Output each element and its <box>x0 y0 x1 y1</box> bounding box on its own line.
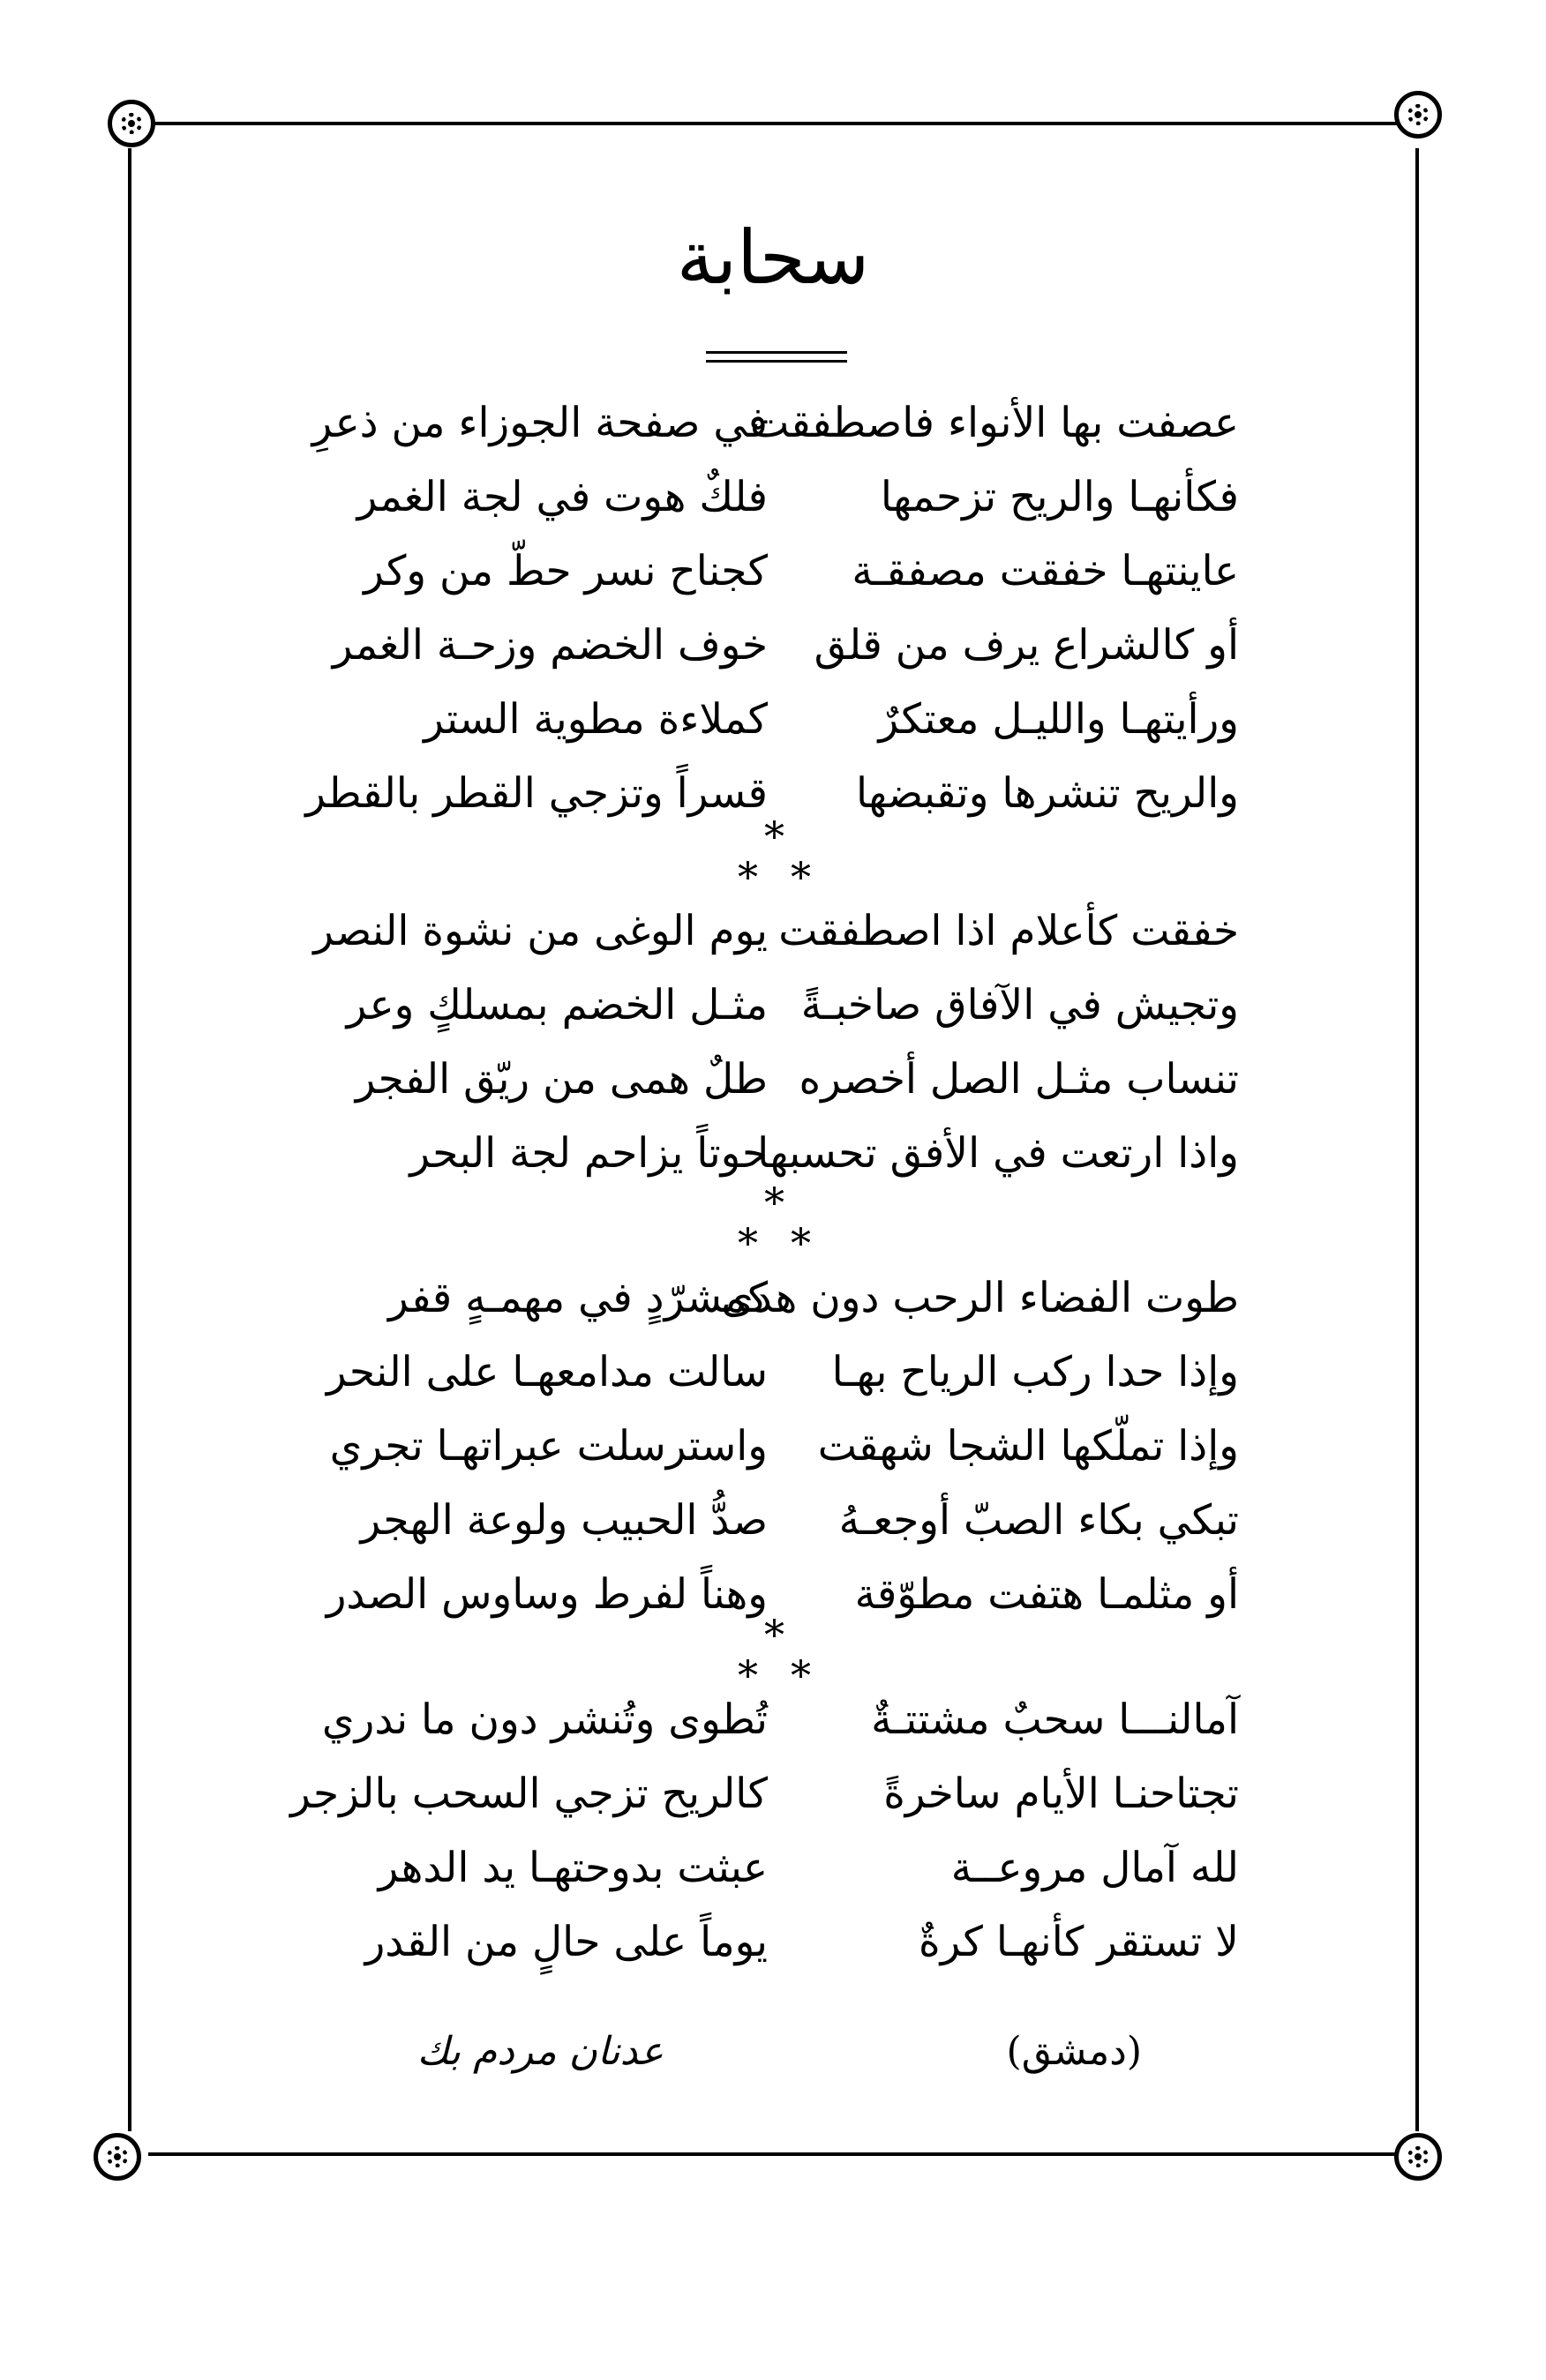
separator-asterisk: * <box>764 1611 784 1658</box>
stanza-separator <box>0 1611 1546 1699</box>
verse-first-hemistich: تجتاحنـا الأيام ساخرةً <box>883 1770 1239 1818</box>
verse-first-hemistich: والريح تنشرها وتقبضها <box>855 769 1239 818</box>
verse <box>0 1263 1546 1334</box>
verse-second-hemistich: كملاءة مطوية الستر <box>424 695 768 744</box>
verse-second-hemistich: وهناً لفرط وساوس الصدر <box>326 1570 768 1619</box>
verse <box>0 685 1546 755</box>
verse <box>0 462 1546 533</box>
corner-rosette-icon <box>1394 91 1442 138</box>
verse-second-hemistich: كجناح نسر حطّ من وكر <box>364 547 768 595</box>
stanza-separator <box>0 1179 1546 1267</box>
verse-first-hemistich: لله آمال مروعــة <box>950 1844 1239 1892</box>
corner-rosette-icon <box>108 100 155 147</box>
separator-asterisk: * <box>738 853 758 901</box>
verse-first-hemistich: أو مثلمـا هتفت مطوّقة <box>854 1570 1239 1619</box>
verse-second-hemistich: عبثت بدوحتهـا يد الدهر <box>378 1844 768 1892</box>
verse <box>0 388 1546 459</box>
verse-first-hemistich: واذا ارتعت في الأفق تحسبها <box>757 1129 1239 1178</box>
stanza-separator <box>0 812 1546 901</box>
verse-first-hemistich: وإذا تملّكها الشجا شهقت <box>817 1422 1239 1471</box>
verse-second-hemistich: سالت مدامعهـا على النحر <box>326 1348 768 1396</box>
verse-second-hemistich: واسترسلت عبراتهـا تجري <box>329 1422 768 1471</box>
corner-rosette-icon <box>94 2133 141 2181</box>
verse-first-hemistich: تنساب مثـل الصل أخصره <box>799 1055 1239 1104</box>
verse <box>0 1907 1546 1978</box>
poem-title: سحابة <box>676 214 870 301</box>
verse-first-hemistich: عصفت بها الأنواء فاصطفقت <box>750 399 1239 447</box>
verse <box>0 1411 1546 1482</box>
separator-asterisk: * <box>791 1219 811 1267</box>
verse <box>0 1044 1546 1115</box>
separator-asterisk: * <box>738 1219 758 1267</box>
verse-second-hemistich: مثـل الخضم بمسلكٍ وعر <box>346 981 768 1029</box>
separator-asterisk: * <box>738 1651 758 1699</box>
place-name: (دمشق) <box>1006 2029 1142 2074</box>
verse <box>0 896 1546 967</box>
verse-second-hemistich: صدُّ الحبيب ولوعة الهجر <box>360 1496 768 1545</box>
verse-first-hemistich: خفقت كأعلام اذا اصطفقت <box>778 907 1239 955</box>
verse-first-hemistich: فكأنهـا والريح تزحمها <box>880 473 1239 521</box>
verse <box>0 1486 1546 1556</box>
verse-first-hemistich: عاينتهـا خفقت مصفقـة <box>852 547 1239 595</box>
verse-first-hemistich: وتجيش في الآفاق صاخبـةً <box>800 981 1239 1029</box>
verse-second-hemistich: قسراً وتزجي القطر بالقطر <box>305 769 768 818</box>
title-rule-upper <box>706 351 847 354</box>
verse <box>0 970 1546 1041</box>
poem-footer <box>0 2029 1546 2099</box>
verse-second-hemistich: طلٌ همى من ريّق الفجر <box>355 1055 768 1104</box>
verse-second-hemistich: في صفحة الجوزاء من ذعرِ <box>311 399 768 447</box>
verse-first-hemistich: آمالنـــا سحبٌ مشتتـةٌ <box>871 1695 1239 1744</box>
verse-second-hemistich: كمشرّدٍ في مهمـهٍ قفر <box>388 1274 768 1322</box>
verse-first-hemistich: ورأيتهـا والليـل معتكرٌ <box>878 695 1239 744</box>
frame-top-rule <box>148 122 1400 125</box>
separator-asterisk: * <box>764 1179 784 1226</box>
verse-second-hemistich: فلكٌ هوت في لجة الغمر <box>356 473 768 521</box>
verse-second-hemistich: كالريح تزجي السحب بالزجر <box>290 1770 768 1818</box>
verse-first-hemistich: وإذا حدا ركب الرياح بهـا <box>831 1348 1239 1396</box>
separator-asterisk: * <box>791 1651 811 1699</box>
frame-bottom-rule <box>148 2152 1400 2156</box>
verse-first-hemistich: لا تستقر كأنهـا كرةٌ <box>919 1918 1239 1966</box>
verse-first-hemistich: طوت الفضاء الرحب دون هدى <box>721 1274 1239 1322</box>
verse <box>0 1337 1546 1408</box>
verse-first-hemistich: تبكي بكاء الصبّ أوجعـهُ <box>838 1496 1239 1545</box>
verse-second-hemistich: حوتاً يزاحم لجة البحر <box>409 1129 768 1178</box>
verse-first-hemistich: أو كالشراع يرف من قلق <box>814 621 1239 670</box>
author-signature: عدنان مردم بك <box>417 2029 664 2074</box>
separator-asterisk: * <box>764 812 784 860</box>
verse <box>0 1833 1546 1904</box>
separator-asterisk: * <box>791 853 811 901</box>
verse-second-hemistich: تُطوى وتُنشر دون ما ندري <box>321 1695 768 1744</box>
verse <box>0 1759 1546 1830</box>
verse <box>0 610 1546 681</box>
verse-second-hemistich: خوف الخضم وزحـة الغمر <box>332 621 768 670</box>
verse <box>0 1685 1546 1755</box>
corner-rosette-icon <box>1394 2133 1442 2181</box>
verse <box>0 536 1546 607</box>
verse-second-hemistich: يوم الوغى من نشوة النصر <box>313 907 768 955</box>
title-rule-lower <box>706 360 847 363</box>
verse-second-hemistich: يوماً على حالٍ من القدر <box>364 1918 768 1966</box>
